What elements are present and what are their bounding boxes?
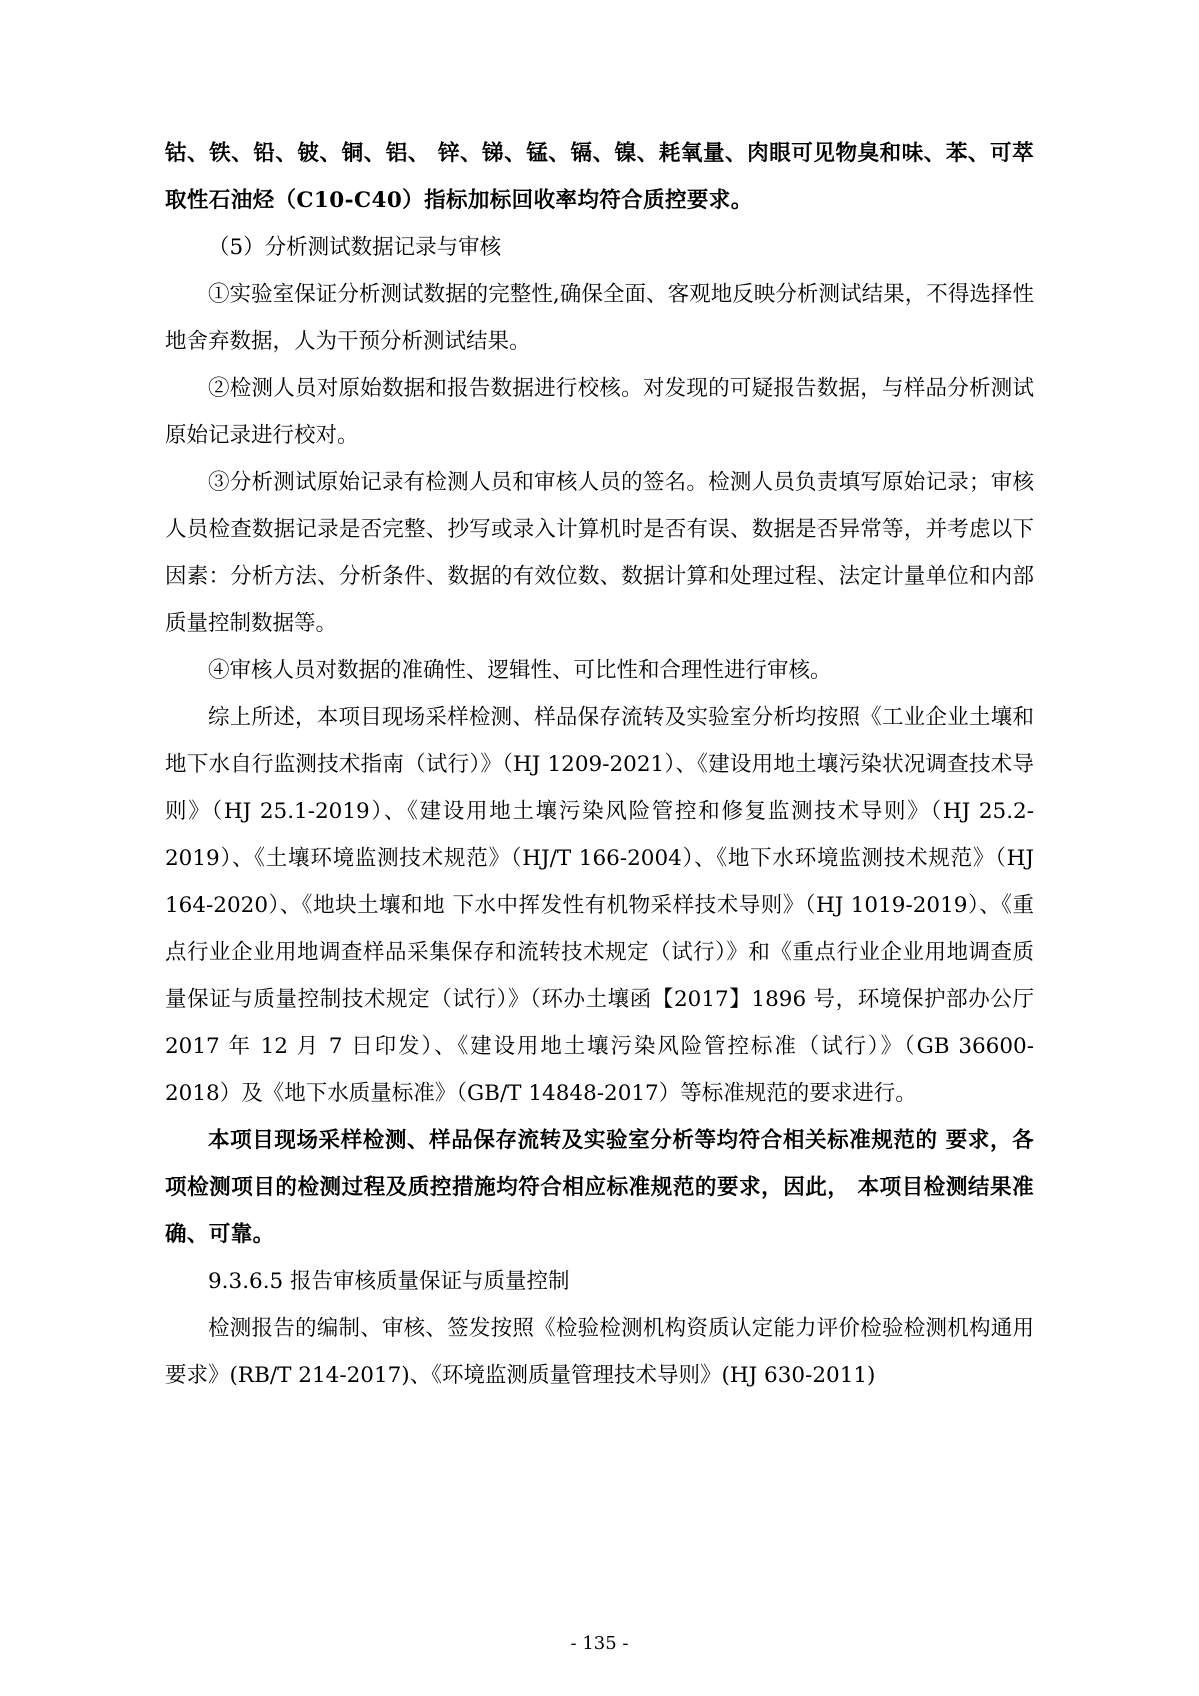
paragraph-item-1: ①实验室保证分析测试数据的完整性,确保全面、客观地反映分析测试结果，不得选择性地舍弃数据，人为干预分析测试结果。 <box>165 282 1034 354</box>
paragraph-section-9-3-6-5-heading: 9.3.6.5 报告审核质量保证与质量控制 <box>208 1269 570 1294</box>
paragraph-item-3: ③分析测试原始记录有检测人员和审核人员的签名。检测人员负责填写原始记录；审核人员检查数据记录是否完整、抄写或录入计算机时是否有误、数据是否异常等，并考虑以下因素：分析方法、分析条件、数据的有效位数、数据计算和处理过程、法定计量单位和内部质量控制数据等。 <box>165 470 1034 636</box>
paragraph-conclusion-bold: 本项目现场采样检测、样品保存流转及实验室分析等均符合相关标准规范的 要求，各项检测项目的检测过程及质控措施均符合相应标准规范的要求，因此， 本项目检测结果准确、可靠。 <box>165 1128 1034 1247</box>
paragraph-analytes-recovery: 钴、铁、铅、铍、铜、铝、 锌、锑、锰、镉、镍、耗氧量、肉眼可见物臭和味、苯、可萃取性石油烃（C10-C40）指标加标回收率均符合质控要求。 <box>165 141 1034 213</box>
paragraph-summary-standards: 综上所述，本项目现场采样检测、样品保存流转及实验室分析均按照《工业企业土壤和地下水自行监测技术指南（试行）》（HJ 1209-2021）、《建设用地土壤污染状况调查技术导则》（HJ 25.1-2019）、《建设用地土壤污染风险管控和修复监测技术导则》（HJ 25.2-2019）、《土壤环境监测技术规范》（HJ/T 166-2004）、《地下水环境监测技术规范》（HJ 164-2020）、《地块土壤和地 下水中挥发性有机物采样技术导则》（HJ 1019-2019）、《重点行业企业用地调查样品采集保存和流转技术规定（试行）》和《重点行业企业用地调查质量保证与质量控制技术规定（试行）》（环办土壤函【2017】1896 号，环境保护部办公厅 2017 年 12 月 7 日印发）、《建设用地土壤污染风险管控标准（试行）》（GB 36600-2018）及《地下水质量标准》（GB/T 14848-2017）等标准规范的要求进行。 <box>165 705 1034 1106</box>
paragraph-item-4: ④审核人员对数据的准确性、逻辑性、可比性和合理性进行审核。 <box>208 658 832 683</box>
document-body <box>165 130 1034 1399</box>
paragraph-section-5-heading: （5）分析测试数据记录与审核 <box>208 235 502 260</box>
page-number: - 135 - <box>570 1633 629 1654</box>
paragraph-report-review: 检测报告的编制、审核、签发按照《检验检测机构资质认定能力评价检验检测机构通用要求》(RB/T 214-2017)、《环境监测质量管理技术导则》(HJ 630-2011) <box>165 1316 1034 1388</box>
paragraph-item-2: ②检测人员对原始数据和报告数据进行校核。对发现的可疑报告数据，与样品分析测试原始记录进行校对。 <box>165 376 1034 448</box>
